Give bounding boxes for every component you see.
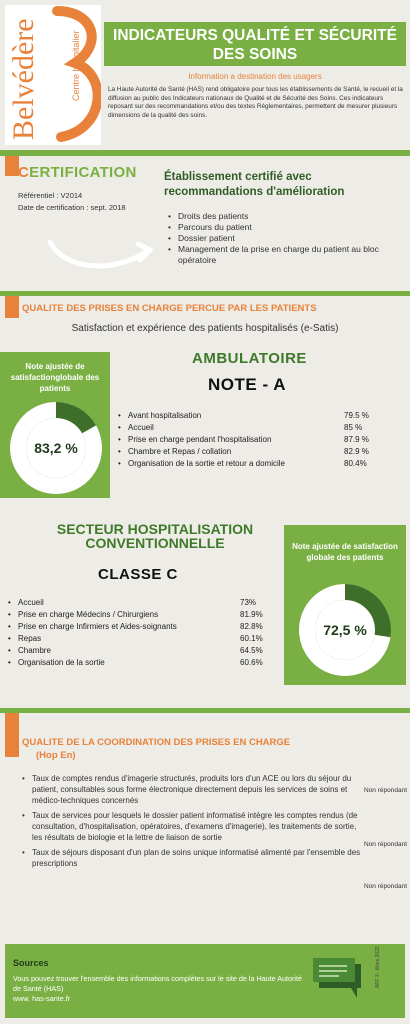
score-row	[8, 634, 272, 646]
status-label: Non répondant	[364, 787, 408, 794]
score-row	[118, 447, 380, 459]
certification-list	[166, 211, 402, 266]
score-row-value: 82.8%	[240, 622, 263, 631]
score-row-value: 79.5 %	[344, 411, 369, 420]
score-row-value: 81.9%	[240, 610, 263, 619]
score-row	[8, 658, 272, 670]
sources-title: Sources	[13, 958, 49, 968]
conventionnel-score: 72,5 %	[323, 622, 367, 638]
score-row-value: 64.5%	[240, 646, 263, 655]
esatis-title: QUALITE DES PRISES EN CHARGE PERCUE PAR LES PATIENTS	[22, 303, 317, 314]
section-tab	[5, 296, 19, 318]
score-row	[118, 411, 380, 423]
ambulatoire-title: AMBULATOIRE	[192, 350, 307, 367]
section-tab	[5, 156, 19, 176]
document-code: AFF 3 - Mars 2022	[375, 946, 381, 988]
section-tab	[5, 713, 19, 757]
certification-title: CERTIFICATION	[18, 164, 137, 181]
arrow-decoration-icon	[46, 232, 156, 276]
section-divider	[0, 291, 410, 296]
ambulatoire-score-card	[0, 352, 110, 498]
chat-bubbles-icon	[311, 956, 363, 1000]
score-row	[8, 610, 272, 622]
page-subtitle: Information a destination des usagers	[188, 72, 322, 81]
bullet-icon: •	[8, 622, 11, 631]
score-row-value: 82.9 %	[344, 447, 369, 456]
score-row-label: Prise en charge Infirmiers et Aides-soignants	[18, 622, 177, 631]
certification-date: Date de certification : sept. 2018	[18, 203, 126, 212]
coordination-subtitle: (Hop En)	[36, 750, 76, 761]
bullet-icon: •	[8, 658, 11, 667]
conventionnel-rows	[8, 598, 272, 670]
bullet-icon: •	[118, 459, 121, 468]
score-card-label: Note ajustée de satisfaction globale des patients	[292, 542, 398, 562]
logo-name: Belvédère	[7, 18, 40, 140]
esatis-subtitle: Satisfaction et expérience des patients hospitalisés (e-Satis)	[71, 323, 339, 334]
score-row-label: Organisation de la sortie et retour a domicile	[128, 459, 285, 468]
referentiel: Référentiel : V2014	[18, 191, 83, 200]
intro-text: La Haute Autorité de Santé (HAS) rend obligatoire pour tous les établissements de Santé, le recueil et la diffusion au public des Indicateurs nationaux de Qualité et de Sécurité des Soins. Ces indicateurs reposant sur des recommandations et/ou des textes Réglementaires, permettent de mesurer plusieurs dimensions de la qualité des soins.	[108, 86, 403, 119]
page-title: INDICATEURS QUALITÉ ET SÉCURITÉ DES SOINS	[104, 22, 406, 66]
score-row	[8, 622, 272, 634]
score-row-label: Repas	[18, 634, 42, 643]
bullet-icon: •	[118, 435, 121, 444]
score-row	[8, 646, 272, 658]
score-row-label: Chambre	[18, 646, 51, 655]
list-item: • Droits des patients	[166, 211, 402, 222]
score-row	[118, 435, 380, 447]
score-row	[8, 598, 272, 610]
bullet-icon: •	[8, 598, 11, 607]
list-item: • Parcours du patient	[166, 222, 402, 233]
list-item: • Management de la prise en charge du patient au bloc opératoire	[166, 244, 402, 266]
score-card-label: Note ajustée de satisfactionglobale des patients	[10, 362, 100, 393]
score-row-value: 80.4%	[344, 459, 367, 468]
sources-footer	[5, 944, 405, 1018]
coordination-list	[20, 773, 365, 873]
score-row-value: 60.1%	[240, 634, 263, 643]
logo-subtitle: Centre hospitalier	[71, 30, 81, 101]
certification-heading: Établissement certifié avec recommandations d'amélioration	[164, 171, 345, 198]
score-row-label: Prise en charge pendant l'hospitalisation	[128, 435, 272, 444]
list-item: • Dossier patient	[166, 233, 402, 244]
score-row-label: Organisation de la sortie	[18, 658, 105, 667]
conventionnel-title: SECTEUR HOSPITALISATION CONVENTIONNELLE	[56, 521, 254, 551]
score-row-value: 85 %	[344, 423, 363, 432]
score-row-label: Avant hospitalisation	[128, 411, 202, 420]
score-row-value: 87.9 %	[344, 435, 369, 444]
list-item: • Taux de services pour lesquels le dossier patient informatisé intègre les comptes rendus (de consultation, d'hospitalisation, opératoires, d'examens d'imagerie), les traitements de sortie, les résultats de biologie et la lettre de liaison de sortie	[20, 810, 365, 843]
score-row	[118, 459, 380, 471]
score-row-value: 60.6%	[240, 658, 263, 667]
bullet-icon: •	[118, 447, 121, 456]
section-divider	[0, 150, 410, 156]
bullet-icon: •	[118, 423, 121, 432]
list-item: • Taux de comptes rendus d'imagerie structurés, produits lors d'un ACE ou lors du séjour du patient, consultables sous forme électronique directement depuis les services de soins et médico-techniques concernés	[20, 773, 365, 806]
ambulatoire-note: NOTE - A	[208, 375, 286, 394]
list-item: • Taux de séjours disposant d'un plan de soins unique informatisé alimenté par l'ensemble des prescriptions	[20, 847, 365, 869]
score-row-label: Accueil	[128, 423, 154, 432]
score-row-label: Chambre et Repas / collation	[128, 447, 232, 456]
score-row-label: Accueil	[18, 598, 44, 607]
score-row-value: 73%	[240, 598, 257, 607]
bullet-icon: •	[8, 634, 11, 643]
bullet-icon: •	[8, 610, 11, 619]
score-row	[118, 423, 380, 435]
status-label: Non répondant	[364, 841, 408, 848]
conventionnel-score-card	[284, 525, 406, 685]
sources-text: Vous pouvez trouver l'ensemble des informations complètes sur le site de la Haute Autorité de Santé (HAS) www. has-sante.fr	[13, 974, 303, 1003]
bullet-icon: •	[118, 411, 121, 420]
sources-link[interactable]: www. has-sante.fr	[13, 994, 71, 1003]
section-divider	[0, 708, 410, 713]
ambulatoire-score: 83,2 %	[34, 440, 78, 456]
logo	[5, 5, 101, 145]
status-label: Non répondant	[364, 883, 408, 890]
ambulatoire-rows	[118, 411, 380, 471]
score-row-label: Prise en charge Médecins / Chirurgiens	[18, 610, 159, 619]
bullet-icon: •	[8, 646, 11, 655]
coordination-title: QUALITE DE LA COORDINATION DES PRISES EN CHARGE	[22, 737, 291, 748]
certification-details	[18, 190, 126, 214]
conventionnel-classe: CLASSE C	[98, 566, 178, 583]
